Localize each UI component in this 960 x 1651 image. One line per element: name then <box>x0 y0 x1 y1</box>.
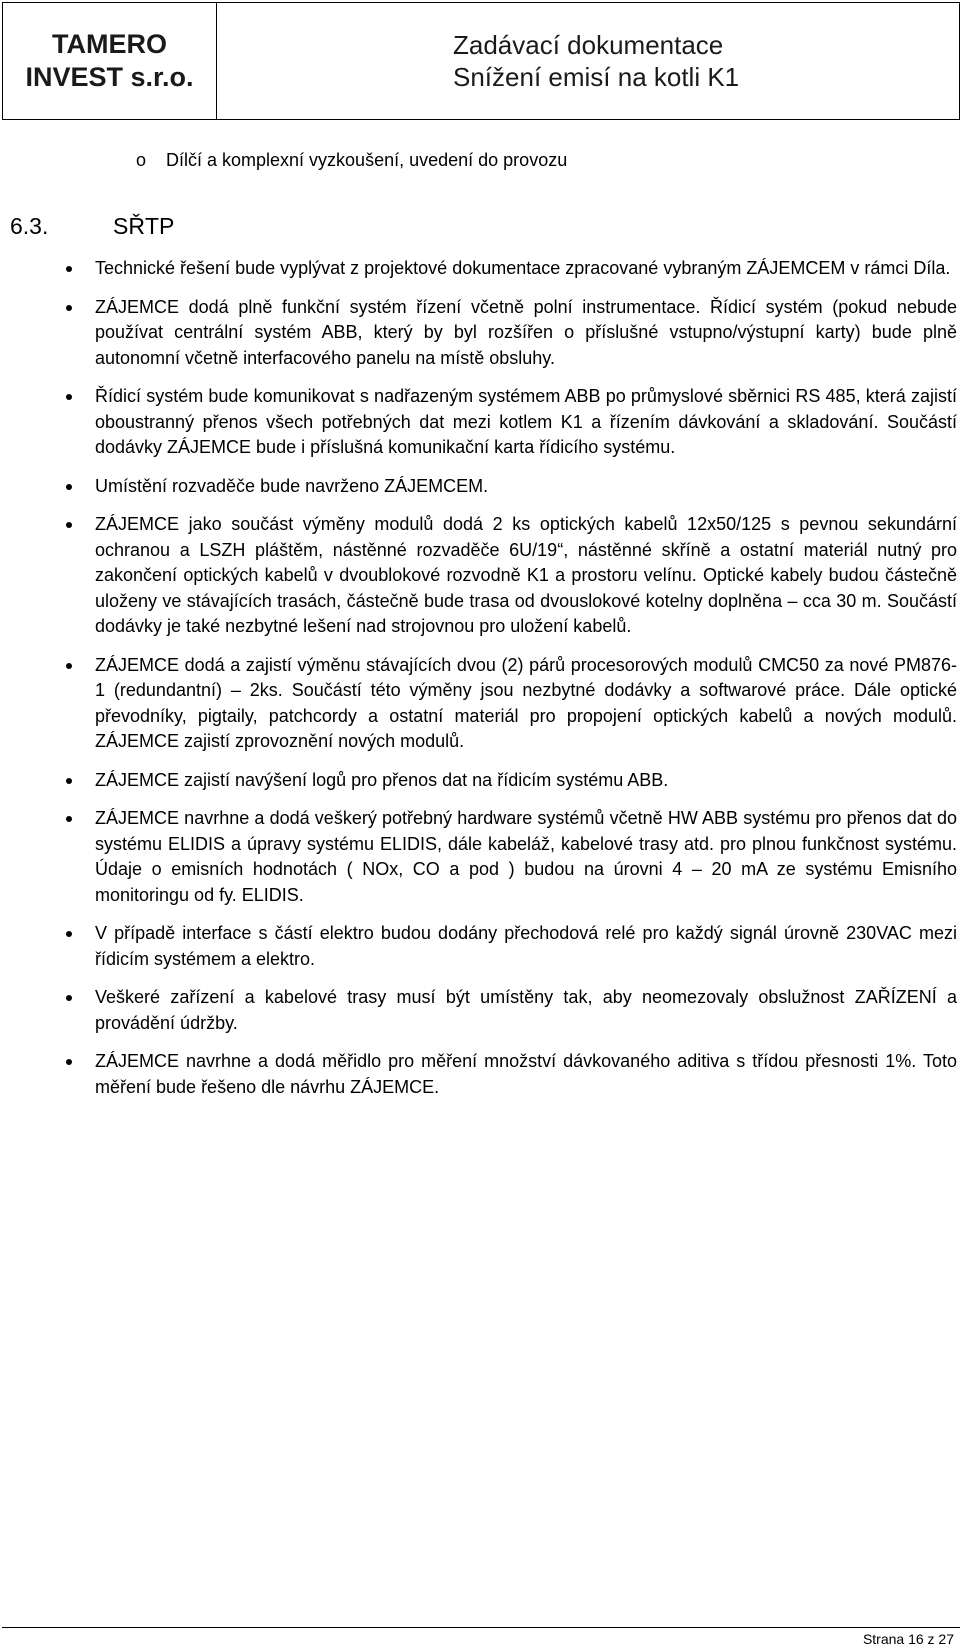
list-item <box>95 768 957 794</box>
list-item-text: Veškeré zařízení a kabelové trasy musí být umístěny tak, aby neomezovaly obslužnost ZAŘÍZENÍ a provádění údržby. <box>95 987 957 1033</box>
page-header <box>2 2 960 120</box>
list-item-text: ZÁJEMCE dodá a zajistí výměnu stávajících dvou (2) párů procesorových modulů CMC50 za nové PM876-1 (redundantní) – 2ks. Součástí této výměny jsou nezbytné dodávky a softwarové práce. Dále optické převodníky, pigtaily, patchcordy a ostatní materiál pro propojení optických kabelů a nových modulů. ZÁJEMCE zajistí zprovoznění nových modulů. <box>95 654 957 751</box>
bullet-icon <box>66 663 72 669</box>
list-item <box>95 921 957 972</box>
list-item <box>95 1049 957 1100</box>
bullet-icon <box>66 522 72 528</box>
list-item-text: V případě interface s částí elektro budou dodány přechodová relé pro každý signál úrovně 230VAC mezi řídicím systémem a elektro. <box>95 923 957 969</box>
list-item <box>95 985 957 1036</box>
circle-bullet-icon: o <box>136 150 147 170</box>
company-name-line2: INVEST s.r.o. <box>25 62 194 92</box>
list-item-text: Umístění rozvaděče bude navrženo ZÁJEMCEM. <box>95 475 489 496</box>
bullet-icon <box>66 778 72 784</box>
list-item <box>95 806 957 908</box>
sub-list-item <box>136 150 567 171</box>
footer-divider <box>2 1627 960 1628</box>
list-item <box>95 653 957 755</box>
page-number: Strana 16 z 27 <box>862 1631 954 1647</box>
list-item-text: ZÁJEMCE zajistí navýšení logů pro přenos dat na řídicím systému ABB. <box>95 769 669 790</box>
list-item <box>95 256 957 282</box>
list-item-text: ZÁJEMCE navrhne a dodá měřidlo pro měření množství dávkovaného aditiva s třídou přesnosti 1%. Toto měření bude řešeno dle návrhu ZÁJEMCE. <box>95 1051 957 1097</box>
bullet-icon <box>66 305 72 311</box>
list-item-text: ZÁJEMCE jako součást výměny modulů dodá 2 ks optických kabelů 12x50/125 s pevnou sekundární ochranou a LSZH pláštěm, nástěnné rozvaděče 6U/19“, nástěnné skříně a ostatní materiál nutný pro zakončení optických kabelů v dvoublokové rozvodně K1 a prostoru velínu. Optické kabely budou částečně uloženy ve stávajících trasách, částečně bude trasa od dvouslokové kotelny doplněna – cca 30 m. Součástí dodávky je také nezbytné lešení nad strojovnou pro uložení kabelů. <box>95 514 957 636</box>
company-name-line1: TAMERO <box>52 29 167 59</box>
list-item-text: Technické řešení bude vyplývat z projektové dokumentace zpracované vybraným ZÁJEMCEM v rámci Díla. <box>95 258 951 278</box>
section-heading <box>10 213 174 240</box>
bullet-icon <box>66 1059 72 1065</box>
bullet-icon <box>66 484 72 490</box>
bullet-icon <box>66 266 72 272</box>
list-item-text: ZÁJEMCE dodá plně funkční systém řízení včetně polní instrumentace. Řídicí systém (pokud nebude používat centrální systém ABB, který by byl rozšířen o příslušné vstupno/výstupní karty) bude plně autonomní včetně interfacového panelu na místě obsluhy. <box>95 296 957 368</box>
bullet-icon <box>66 394 72 400</box>
company-name-block <box>3 3 217 119</box>
document-title-block <box>217 3 959 119</box>
bullet-icon <box>66 931 72 937</box>
document-subtitle: Snížení emisí na kotli K1 <box>453 62 740 92</box>
section-title: SŘTP <box>113 213 175 239</box>
list-item <box>95 512 957 640</box>
list-item-text: ZÁJEMCE navrhne a dodá veškerý potřebný hardware systémů včetně HW ABB systému pro přenos dat do systému ELIDIS a úpravy systému ELIDIS, dále kabeláž, kabelové trasy atd. pro plnou funkčnost systému. Údaje o emisních hodnotách ( NOx, CO a pod ) budou na úrovni 4 – 20 mA ze systému Emisního monitoringu od fy. ELIDIS. <box>95 808 957 905</box>
list-item-text: Řídicí systém bude komunikovat s nadřazeným systémem ABB po průmyslové sběrnici RS 485, která zajistí oboustranný přenos všech potřebných dat mezi kotlem K1 a řízením dávkování a skladování. Součástí dodávky ZÁJEMCE bude i příslušná komunikační karta řídicího systému. <box>95 386 957 457</box>
sub-list-item-text: Dílčí a komplexní vyzkoušení, uvedení do provozu <box>166 150 568 170</box>
bullet-list <box>95 256 957 1113</box>
bullet-icon <box>66 816 72 822</box>
list-item <box>95 384 957 461</box>
section-number: 6.3. <box>10 213 49 239</box>
list-item <box>95 474 957 500</box>
document-title: Zadávací dokumentace <box>453 30 724 60</box>
bullet-icon <box>66 995 72 1001</box>
list-item <box>95 295 957 372</box>
